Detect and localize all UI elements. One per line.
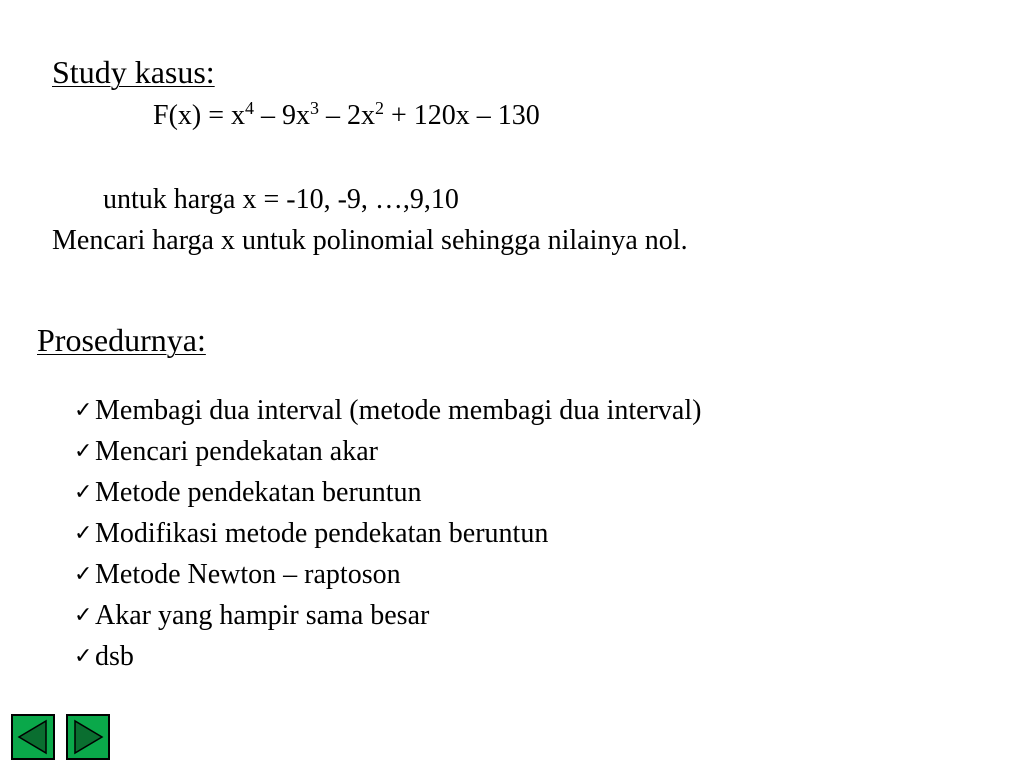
list-item xyxy=(74,433,701,474)
previous-slide-button[interactable] xyxy=(11,714,55,760)
formula-part: F(x) = x xyxy=(153,100,246,131)
list-item-label: dsb xyxy=(95,641,134,672)
next-slide-button[interactable] xyxy=(66,714,110,760)
polynomial-formula xyxy=(153,100,540,132)
list-item-label: Membagi dua interval (metode membagi dua interval) xyxy=(95,395,702,426)
checkmark-icon: ✓ xyxy=(74,521,93,546)
triangle-right-icon xyxy=(68,716,108,758)
formula-exponent: 2 xyxy=(375,98,385,118)
formula-part: – 2x xyxy=(319,100,376,131)
checkmark-icon: ✓ xyxy=(74,603,93,628)
checkmark-icon: ✓ xyxy=(74,398,93,423)
checkmark-icon: ✓ xyxy=(74,644,93,669)
list-item xyxy=(74,392,701,433)
procedure-heading: Prosedurnya: xyxy=(37,322,206,358)
formula-part: – 9x xyxy=(254,100,311,131)
list-item xyxy=(74,474,701,515)
list-item-label: Modifikasi metode pendekatan beruntun xyxy=(95,518,549,549)
checkmark-icon: ✓ xyxy=(74,480,93,505)
list-item-label: Metode Newton – raptoson xyxy=(95,559,401,590)
checkmark-icon: ✓ xyxy=(74,562,93,587)
list-item-label: Mencari pendekatan akar xyxy=(95,436,378,467)
list-item xyxy=(74,515,701,556)
goal-text: Mencari harga x untuk polinomial sehingga nilainya nol. xyxy=(52,225,688,256)
formula-exponent: 3 xyxy=(310,98,320,118)
study-heading: Study kasus: xyxy=(52,54,215,90)
list-item xyxy=(74,638,701,679)
formula-exponent: 4 xyxy=(245,98,255,118)
list-item xyxy=(74,597,701,638)
list-item xyxy=(74,556,701,597)
range-text: untuk harga x = -10, -9, …,9,10 xyxy=(103,184,459,215)
formula-part: + 120x – 130 xyxy=(384,100,540,131)
procedure-list xyxy=(74,392,701,679)
list-item-label: Akar yang hampir sama besar xyxy=(95,600,430,631)
triangle-left-icon xyxy=(13,716,53,758)
list-item-label: Metode pendekatan beruntun xyxy=(95,477,422,508)
checkmark-icon: ✓ xyxy=(74,439,93,464)
